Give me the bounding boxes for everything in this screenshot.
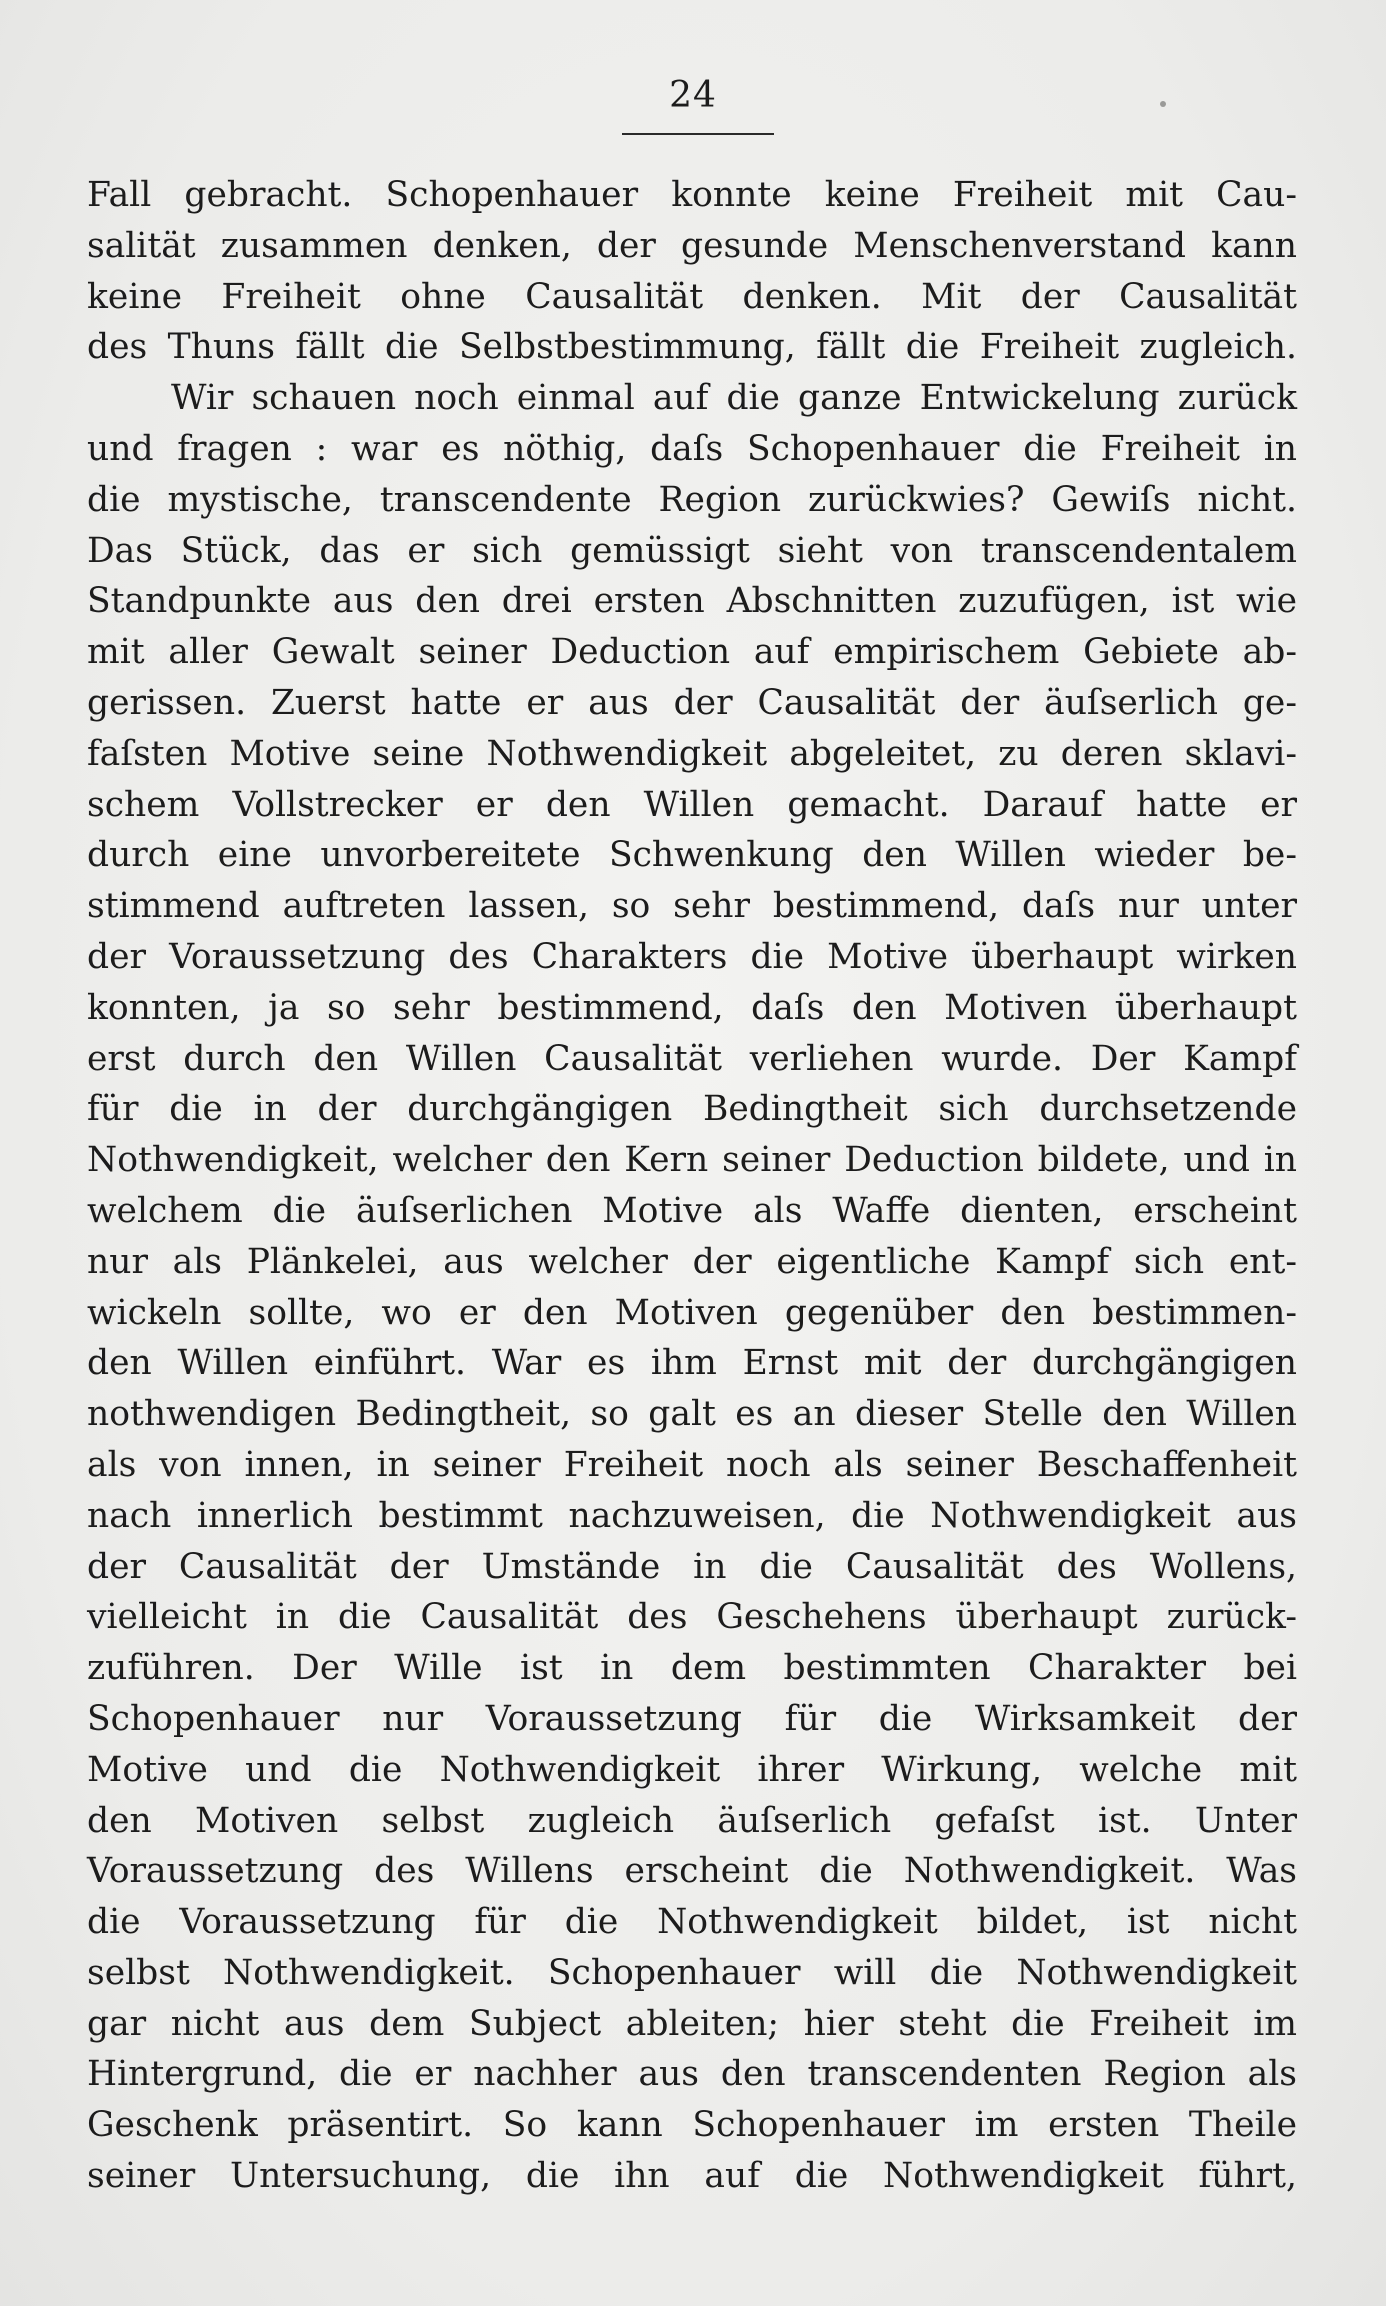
text-line: zuführen. Der Wille ist in dem bestimmten Charakter bei [87, 1648, 1297, 1689]
text-line: Standpunkte aus den drei ersten Abschnitten zuzufügen, ist wie [87, 581, 1297, 622]
text-line: selbst Nothwendigkeit. Schopenhauer will die Nothwendigkeit [87, 1952, 1297, 1993]
text-line: die mystische, transcendente Region zurückwies? Gewiſs nicht. [87, 479, 1297, 520]
text-line: Motive und die Nothwendigkeit ihrer Wirkung, welche mit [87, 1749, 1297, 1790]
text-line: schem Vollstrecker er den Willen gemacht. Darauf hatte er [87, 784, 1297, 825]
text-line: Schopenhauer nur Voraussetzung für die Wirksamkeit der [87, 1698, 1297, 1739]
text-line: wickeln sollte, wo er den Motiven gegenüber den bestimmen- [87, 1292, 1297, 1333]
page-number: 24 [669, 75, 717, 116]
text-line: faſsten Motive seine Nothwendigkeit abgeleitet, zu deren sklavi- [87, 733, 1297, 774]
text-line: Voraussetzung des Willens erscheint die Nothwendigkeit. Was [87, 1851, 1297, 1892]
text-line: den Motiven selbst zugleich äuſserlich gefaſst ist. Unter [87, 1800, 1297, 1841]
text-line: und fragen : war es nöthig, daſs Schopenhauer die Freiheit in [87, 428, 1297, 469]
text-line: des Thuns fällt die Selbstbestimmung, fällt die Freiheit zugleich. [87, 327, 1297, 368]
header-rule [622, 133, 774, 135]
text-line: nach innerlich bestimmt nachzuweisen, die Nothwendigkeit aus [87, 1495, 1297, 1536]
text-line: durch eine unvorbereitete Schwenkung den Willen wieder be- [87, 835, 1297, 876]
paper-spot [1160, 101, 1166, 107]
text-line: erst durch den Willen Causalität verliehen wurde. Der Kampf [87, 1038, 1297, 1079]
text-line: keine Freiheit ohne Causalität denken. Mit der Causalität [87, 276, 1297, 317]
text-line: der Voraussetzung des Charakters die Motive überhaupt wirken [87, 936, 1297, 977]
text-line: mit aller Gewalt seiner Deduction auf empirischem Gebiete ab- [87, 632, 1297, 673]
text-line: Geschenk präsentirt. So kann Schopenhauer im ersten Theile [87, 2105, 1297, 2146]
text-line: nothwendigen Bedingtheit, so galt es an dieser Stelle den Willen [87, 1394, 1297, 1435]
text-line: welchem die äuſserlichen Motive als Waffe dienten, erscheint [87, 1190, 1297, 1231]
text-line: den Willen einführt. War es ihm Ernst mit der durchgängigen [87, 1343, 1297, 1384]
text-line: stimmend auftreten lassen, so sehr bestimmend, daſs nur unter [87, 886, 1297, 927]
text-line: salität zusammen denken, der gesunde Menschenverstand kann [87, 225, 1297, 266]
text-line: für die in der durchgängigen Bedingtheit sich durchsetzende [87, 1089, 1297, 1130]
text-line: nur als Plänkelei, aus welcher der eigentliche Kampf sich ent- [87, 1241, 1297, 1282]
text-line: vielleicht in die Causalität des Geschehens überhaupt zurück- [87, 1597, 1297, 1638]
text-line: Hintergrund, die er nachher aus den transcendenten Region als [87, 2054, 1297, 2095]
text-line: Nothwendigkeit, welcher den Kern seiner Deduction bildete, und in [87, 1140, 1297, 1181]
text-line: gar nicht aus dem Subject ableiten; hier steht die Freiheit im [87, 2003, 1297, 2044]
text-line: der Causalität der Umstände in die Causalität des Wollens, [87, 1546, 1297, 1587]
body-text [87, 170, 1297, 2202]
text-line: seiner Untersuchung, die ihn auf die Nothwendigkeit führt, [87, 2156, 1297, 2197]
text-line: gerissen. Zuerst hatte er aus der Causalität der äuſserlich ge- [87, 682, 1297, 723]
text-line: Fall gebracht. Schopenhauer konnte keine Freiheit mit Cau- [87, 175, 1297, 215]
text-line: als von innen, in seiner Freiheit noch als seiner Beschaffenheit [87, 1444, 1297, 1485]
text-line: Wir schauen noch einmal auf die ganze Entwickelung zurück [171, 378, 1297, 419]
text-line: die Voraussetzung für die Nothwendigkeit bildet, ist nicht [87, 1902, 1297, 1943]
text-line: Das Stück, das er sich gemüssigt sieht von transcendentalem [87, 530, 1297, 571]
text-line: konnten, ja so sehr bestimmend, daſs den Motiven überhaupt [87, 987, 1297, 1028]
